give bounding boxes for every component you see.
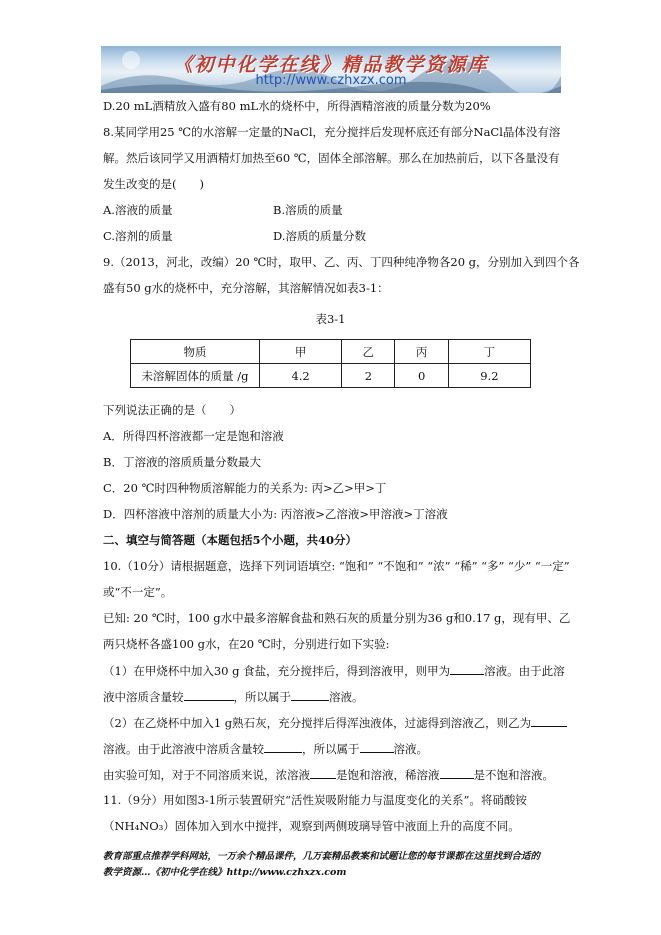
table-cell: 0	[395, 364, 448, 388]
text-segment: ，所以属于	[233, 690, 291, 704]
header-banner	[101, 46, 561, 93]
option-d-line: D.20 mL酒精放入盛有80 mL水的烧杯中，所得酒精溶液的质量分数为20%	[103, 99, 491, 113]
answer-blank[interactable]	[440, 766, 474, 779]
question-9-prompt: 下列说法正确的是（ ）	[103, 403, 241, 417]
table-cell: 4.2	[260, 364, 342, 388]
table-row-label: 未溶解固体的质量 /g	[131, 364, 260, 388]
table-header-cell: 丙	[395, 340, 448, 364]
text-segment: 液中溶质含量较	[103, 690, 184, 704]
table-caption: 表3-1	[315, 312, 346, 326]
text-segment: 是饱和溶液，稀溶液	[336, 768, 440, 782]
answer-blank[interactable]	[450, 662, 484, 675]
question-10-part-1	[103, 662, 565, 679]
answer-blank[interactable]	[310, 766, 336, 779]
text-segment: （2）在乙烧杯中加入1 g熟石灰，充分搅拌后得浑浊液体，过滤得到溶液乙，则乙为	[103, 716, 532, 730]
table-cell: 9.2	[448, 364, 530, 388]
text-segment: 溶液。由于此溶	[484, 664, 565, 678]
question-8-option-c: C.溶剂的质量	[103, 229, 173, 243]
question-10-text-3: 已知: 20 ℃时，100 g水中最多溶解食盐和熟石灰的质量分别为36 g和0.17 g，现有甲、乙	[103, 611, 571, 625]
question-9-option-b: B．丁溶液的溶质质量分数最大	[103, 455, 261, 469]
table-header-cell: 甲	[260, 340, 342, 364]
banner-url-link[interactable]: http://www.czhxzx.com	[255, 73, 407, 88]
answer-blank[interactable]	[291, 688, 329, 701]
question-10-conclusion	[103, 766, 554, 783]
question-8-option-b: B.溶质的质量	[273, 203, 343, 217]
text-segment: ，所以属于	[302, 742, 360, 756]
question-11-text: 11.（9分）用如图3-1所示装置研究“活性炭吸附能力与温度变化的关系”。将硝酸铵	[103, 793, 527, 807]
table-header-row	[131, 340, 531, 364]
question-9-text: 9.（2013，河北，改编）20 ℃时，取甲、乙、丙、丁四种纯净物各20 g，分别加入到四个各	[103, 255, 580, 269]
question-9-option-d: D．四杯溶液中溶剂的质量大小为: 丙溶液>乙溶液>甲溶液>丁溶液	[103, 507, 448, 521]
answer-blank[interactable]	[184, 688, 234, 701]
table-row	[131, 364, 531, 388]
question-9-text-2: 盛有50 g水的烧杯中，充分溶解，其溶解情况如表3-1：	[103, 281, 389, 295]
text-segment: 溶液。	[329, 690, 364, 704]
question-10-text-2: 或“不一定”。	[103, 585, 173, 599]
table-header-cell: 物质	[131, 340, 260, 364]
question-8-option-a: A.溶液的质量	[103, 203, 173, 217]
question-10-text: 10.（10分）请根据题意，选择下列词语填空: “饱和” “不饱和” “浓” “稀” “多” “少” “一定”	[103, 559, 570, 573]
answer-blank[interactable]	[264, 740, 302, 753]
question-10-part-2b	[103, 740, 428, 757]
banner-title: 《初中化学在线》精品教学资源库	[173, 54, 489, 76]
question-8-text-3: 发生改变的是( )	[103, 177, 204, 191]
text-segment: （1）在甲烧杯中加入30 g 食盐，充分搅拌后，得到溶液甲，则甲为	[103, 664, 451, 678]
section-heading: 二、填空与简答题（本题包括5个小题，共40分）	[103, 533, 358, 547]
question-9-option-c: C．20 ℃时四种物质溶解能力的关系为: 丙>乙>甲>丁	[103, 481, 387, 495]
text-segment: 是不饱和溶液。	[473, 768, 554, 782]
footer-line-2: 教学资源…《初中化学在线》http://www.czhxzx.com	[103, 867, 347, 878]
dissolution-table	[130, 339, 531, 388]
question-10-part-1b	[103, 688, 364, 705]
question-8-option-d: D.溶质的质量分数	[273, 229, 366, 243]
text-segment: 溶液。由于此溶液中溶质含量较	[103, 742, 264, 756]
table-header-cell: 乙	[342, 340, 395, 364]
table-header-cell: 丁	[448, 340, 530, 364]
question-8-text: 8.某同学用25 ℃的水溶解一定量的NaCl，充分搅拌后发现杯底还有部分NaCl晶体没有溶	[103, 125, 561, 139]
question-11-text-2: （NH₄NO₃）固体加入到水中搅拌，观察到两侧玻璃导管中液面上升的高度不同。	[103, 819, 520, 833]
answer-blank[interactable]	[531, 714, 567, 727]
text-segment: 由实验可知，对于不同溶质来说，浓溶液	[103, 768, 310, 782]
question-8-text-2: 解。然后该同学又用酒精灯加热至60 ℃，固体全部溶解。那么在加热前后，以下各量没有	[103, 151, 560, 165]
footer-line-1: 教育部重点推荐学科网站，一万余个精品课件，几万套精品教案和试题让您的每节课都在这里找到合适的	[103, 851, 541, 862]
table-cell: 2	[342, 364, 395, 388]
text-segment: 溶液。	[393, 742, 428, 756]
question-10-text-4: 两只烧杯各盛100 g水，在20 ℃时，分别进行如下实验:	[103, 637, 390, 651]
answer-blank[interactable]	[360, 740, 394, 753]
question-9-option-a: A．所得四杯溶液都一定是饱和溶液	[103, 429, 284, 443]
question-10-part-2	[103, 714, 567, 731]
